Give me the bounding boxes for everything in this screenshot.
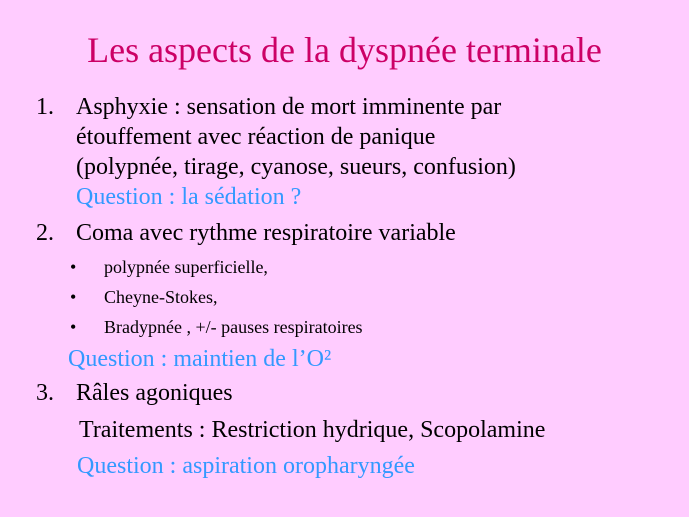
- item-1-line-2: étouffement avec réaction de panique: [76, 124, 436, 150]
- item-2-number: 2.: [36, 220, 54, 246]
- item-2-bullet-2: Cheyne-Stokes,: [104, 287, 218, 307]
- item-2-question: Question : maintien de l’O²: [68, 346, 332, 372]
- item-3-line-1: Râles agoniques: [76, 380, 233, 406]
- item-3-number: 3.: [36, 380, 54, 406]
- item-3-treatment: Traitements : Restriction hydrique, Scopolamine: [79, 417, 546, 443]
- bullet-dot-icon: •: [70, 257, 77, 277]
- bullet-dot-icon: •: [70, 317, 77, 337]
- item-1-number: 1.: [36, 94, 54, 120]
- item-1-line-3: (polypnée, tirage, cyanose, sueurs, confusion): [76, 154, 516, 180]
- item-2-line-1: Coma avec rythme respiratoire variable: [76, 220, 456, 246]
- item-3-question: Question : aspiration oropharyngée: [77, 453, 415, 479]
- item-2-bullet-1: polypnée superficielle,: [104, 257, 268, 277]
- slide-title: Les aspects de la dyspnée terminale: [87, 30, 602, 70]
- item-2-bullet-3: Bradypnée , +/- pauses respiratoires: [104, 317, 363, 337]
- item-1-line-1: Asphyxie : sensation de mort imminente par: [76, 94, 502, 120]
- item-1-question: Question : la sédation ?: [76, 184, 302, 210]
- bullet-dot-icon: •: [70, 287, 77, 307]
